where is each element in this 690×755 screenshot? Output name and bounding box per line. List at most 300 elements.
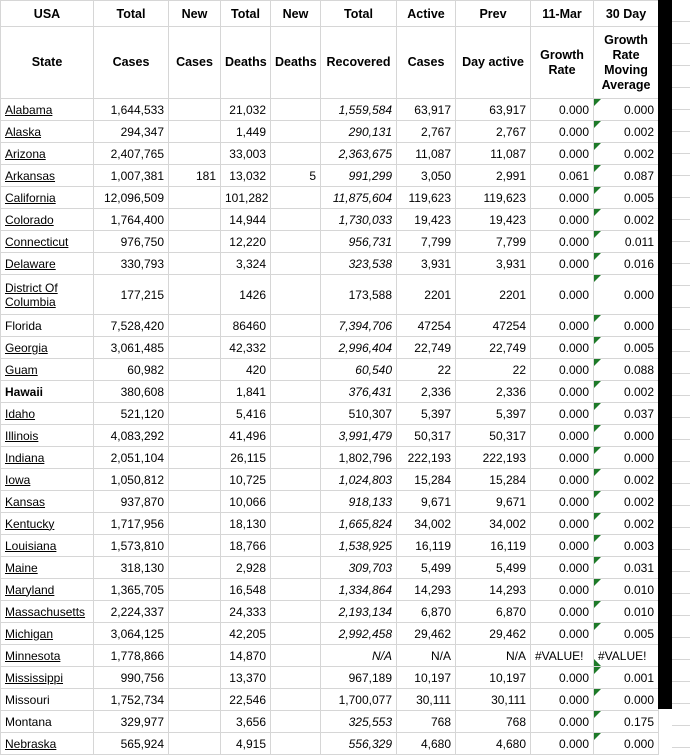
table-row[interactable] [1,121,659,143]
cell-state[interactable] [1,381,94,403]
cell-state[interactable] [1,253,94,275]
cell-total-deaths[interactable]: 33,003 [221,143,271,165]
cell-new-deaths[interactable] [271,143,321,165]
cell-growth-rate[interactable]: 0.000 [531,425,594,447]
cell-growth-rate-ma[interactable]: 0.011 [594,231,659,253]
cell-growth-rate[interactable]: 0.000 [531,315,594,337]
cell-growth-rate[interactable]: 0.000 [531,623,594,645]
cell-prev-day-active[interactable]: 50,317 [456,425,531,447]
cell-recovered[interactable]: 1,334,864 [321,579,397,601]
cell-active-cases[interactable]: 29,462 [397,623,456,645]
cell-total-cases[interactable]: 60,982 [94,359,169,381]
cell-recovered[interactable]: 325,553 [321,711,397,733]
cell-total-deaths[interactable]: 1,449 [221,121,271,143]
cell-new-deaths[interactable] [271,491,321,513]
cell-prev-day-active[interactable]: 4,680 [456,733,531,755]
cell-new-cases[interactable] [169,491,221,513]
cell-new-cases[interactable] [169,253,221,275]
cell-growth-rate[interactable]: 0.000 [531,381,594,403]
cell-growth-rate-ma[interactable]: 0.000 [594,425,659,447]
cell-new-cases[interactable] [169,645,221,667]
cell-total-deaths[interactable]: 3,324 [221,253,271,275]
cell-growth-rate-ma[interactable]: 0.002 [594,469,659,491]
cell-prev-day-active[interactable]: 22,749 [456,337,531,359]
cell-total-cases[interactable]: 1,007,381 [94,165,169,187]
cell-new-deaths[interactable] [271,425,321,447]
cell-active-cases[interactable]: 2,767 [397,121,456,143]
cell-growth-rate-ma[interactable]: 0.002 [594,209,659,231]
cell-total-deaths[interactable]: 4,915 [221,733,271,755]
cell-recovered[interactable]: 2,363,675 [321,143,397,165]
cell-active-cases[interactable]: 5,397 [397,403,456,425]
table-row[interactable] [1,689,659,711]
cell-growth-rate[interactable]: 0.000 [531,187,594,209]
cell-new-deaths[interactable]: 5 [271,165,321,187]
cell-recovered[interactable]: 60,540 [321,359,397,381]
cell-new-deaths[interactable] [271,209,321,231]
cell-total-cases[interactable]: 937,870 [94,491,169,513]
cell-prev-day-active[interactable]: 9,671 [456,491,531,513]
cell-total-deaths[interactable]: 14,944 [221,209,271,231]
cell-new-cases[interactable] [169,121,221,143]
cell-growth-rate-ma[interactable]: 0.005 [594,337,659,359]
cell-recovered[interactable]: 1,802,796 [321,447,397,469]
cell-recovered[interactable]: 1,559,584 [321,99,397,121]
cell-total-cases[interactable]: 1,752,734 [94,689,169,711]
cell-state[interactable] [1,711,94,733]
table-row[interactable] [1,165,659,187]
table-row[interactable] [1,733,659,755]
table-row[interactable] [1,143,659,165]
cell-prev-day-active[interactable]: 16,119 [456,535,531,557]
cell-new-deaths[interactable] [271,623,321,645]
cell-new-deaths[interactable] [271,447,321,469]
cell-active-cases[interactable]: 222,193 [397,447,456,469]
table-row[interactable] [1,491,659,513]
cell-total-deaths[interactable]: 18,130 [221,513,271,535]
cell-state[interactable] [1,315,94,337]
cell-new-cases[interactable] [169,209,221,231]
cell-active-cases[interactable]: 3,931 [397,253,456,275]
cell-recovered[interactable]: 1,700,077 [321,689,397,711]
cell-active-cases[interactable]: 2,336 [397,381,456,403]
cell-growth-rate[interactable]: 0.000 [531,275,594,315]
cell-new-cases[interactable] [169,425,221,447]
cell-growth-rate[interactable]: 0.000 [531,121,594,143]
cell-prev-day-active[interactable]: 11,087 [456,143,531,165]
cell-state[interactable] [1,425,94,447]
cell-new-cases[interactable] [169,143,221,165]
cell-total-deaths[interactable]: 21,032 [221,99,271,121]
cell-total-cases[interactable]: 294,347 [94,121,169,143]
cell-total-deaths[interactable]: 1426 [221,275,271,315]
cell-active-cases[interactable]: 16,119 [397,535,456,557]
cell-growth-rate[interactable]: 0.000 [531,667,594,689]
cell-recovered[interactable]: 7,394,706 [321,315,397,337]
cell-new-deaths[interactable] [271,689,321,711]
cell-growth-rate-ma[interactable]: 0.000 [594,275,659,315]
cell-total-cases[interactable]: 1,365,705 [94,579,169,601]
cell-active-cases[interactable]: 6,870 [397,601,456,623]
table-row[interactable] [1,645,659,667]
cell-active-cases[interactable]: 34,002 [397,513,456,535]
cell-new-deaths[interactable] [271,513,321,535]
cell-new-deaths[interactable] [271,187,321,209]
cell-total-deaths[interactable]: 42,205 [221,623,271,645]
cell-total-cases[interactable]: 380,608 [94,381,169,403]
cell-total-deaths[interactable]: 86460 [221,315,271,337]
cell-prev-day-active[interactable]: 2,336 [456,381,531,403]
cell-active-cases[interactable]: 50,317 [397,425,456,447]
cell-growth-rate-ma[interactable]: 0.002 [594,513,659,535]
cell-growth-rate-ma[interactable]: 0.005 [594,187,659,209]
cell-prev-day-active[interactable]: 3,931 [456,253,531,275]
cell-total-deaths[interactable]: 18,766 [221,535,271,557]
cell-new-deaths[interactable] [271,469,321,491]
cell-new-cases[interactable] [169,667,221,689]
cell-recovered[interactable]: 2,992,458 [321,623,397,645]
cell-recovered[interactable]: 967,189 [321,667,397,689]
cell-state[interactable] [1,165,94,187]
table-row[interactable] [1,209,659,231]
cell-growth-rate-ma[interactable]: 0.010 [594,601,659,623]
table-row[interactable] [1,253,659,275]
cell-prev-day-active[interactable]: 14,293 [456,579,531,601]
table-row[interactable] [1,557,659,579]
cell-new-deaths[interactable] [271,535,321,557]
cell-recovered[interactable]: N/A [321,645,397,667]
cell-new-cases[interactable] [169,623,221,645]
cell-new-cases[interactable]: 181 [169,165,221,187]
cell-active-cases[interactable]: 10,197 [397,667,456,689]
cell-state[interactable] [1,187,94,209]
cell-state[interactable] [1,209,94,231]
cell-total-deaths[interactable]: 14,870 [221,645,271,667]
cell-prev-day-active[interactable]: 2,767 [456,121,531,143]
cell-active-cases[interactable]: 15,284 [397,469,456,491]
cell-total-deaths[interactable]: 22,546 [221,689,271,711]
cell-total-cases[interactable]: 976,750 [94,231,169,253]
table-row[interactable] [1,579,659,601]
cell-new-cases[interactable] [169,601,221,623]
cell-new-cases[interactable] [169,535,221,557]
cell-state[interactable] [1,469,94,491]
cell-total-cases[interactable]: 329,977 [94,711,169,733]
cell-state[interactable] [1,121,94,143]
cell-recovered[interactable]: 323,538 [321,253,397,275]
cell-new-deaths[interactable] [271,381,321,403]
cell-state[interactable] [1,143,94,165]
cell-total-deaths[interactable]: 420 [221,359,271,381]
cell-recovered[interactable]: 309,703 [321,557,397,579]
table-row[interactable] [1,337,659,359]
cell-state[interactable] [1,359,94,381]
cell-total-deaths[interactable]: 26,115 [221,447,271,469]
cell-active-cases[interactable]: 22,749 [397,337,456,359]
cell-growth-rate-ma[interactable]: 0.000 [594,689,659,711]
cell-new-cases[interactable] [169,187,221,209]
table-row[interactable] [1,231,659,253]
table-row[interactable] [1,381,659,403]
cell-active-cases[interactable]: 30,111 [397,689,456,711]
table-row[interactable] [1,513,659,535]
cell-growth-rate[interactable]: 0.000 [531,359,594,381]
table-row[interactable] [1,535,659,557]
cell-growth-rate[interactable]: 0.000 [531,469,594,491]
cell-total-cases[interactable]: 1,764,400 [94,209,169,231]
cell-recovered[interactable]: 510,307 [321,403,397,425]
cell-growth-rate-ma[interactable]: 0.000 [594,447,659,469]
cell-recovered[interactable]: 956,731 [321,231,397,253]
cell-new-deaths[interactable] [271,711,321,733]
cell-new-cases[interactable] [169,403,221,425]
cell-new-cases[interactable] [169,689,221,711]
cell-total-cases[interactable]: 3,064,125 [94,623,169,645]
table-row[interactable] [1,275,659,315]
cell-new-cases[interactable] [169,99,221,121]
cell-total-deaths[interactable]: 16,548 [221,579,271,601]
cell-total-deaths[interactable]: 13,370 [221,667,271,689]
cell-total-cases[interactable]: 2,407,765 [94,143,169,165]
cell-prev-day-active[interactable]: 29,462 [456,623,531,645]
table-row[interactable] [1,359,659,381]
cell-active-cases[interactable]: 5,499 [397,557,456,579]
cell-prev-day-active[interactable]: 2,991 [456,165,531,187]
cell-total-deaths[interactable]: 10,066 [221,491,271,513]
cell-total-cases[interactable]: 330,793 [94,253,169,275]
cell-active-cases[interactable]: 768 [397,711,456,733]
cell-new-cases[interactable] [169,513,221,535]
cell-new-deaths[interactable] [271,403,321,425]
cell-total-cases[interactable]: 521,120 [94,403,169,425]
cell-new-cases[interactable] [169,733,221,755]
cell-state[interactable] [1,623,94,645]
cell-growth-rate-ma[interactable]: 0.002 [594,491,659,513]
cell-state[interactable] [1,579,94,601]
cell-active-cases[interactable]: 47254 [397,315,456,337]
cell-total-cases[interactable]: 990,756 [94,667,169,689]
cell-growth-rate-ma[interactable]: 0.002 [594,381,659,403]
table-row[interactable] [1,469,659,491]
cell-new-cases[interactable] [169,711,221,733]
cell-active-cases[interactable]: 119,623 [397,187,456,209]
cell-recovered[interactable]: 173,588 [321,275,397,315]
cell-prev-day-active[interactable]: 22 [456,359,531,381]
cell-growth-rate-ma[interactable]: 0.175 [594,711,659,733]
cell-total-deaths[interactable]: 13,032 [221,165,271,187]
cell-growth-rate-ma[interactable]: 0.002 [594,121,659,143]
cell-recovered[interactable]: 1,665,824 [321,513,397,535]
cell-total-cases[interactable]: 1,573,810 [94,535,169,557]
cell-total-deaths[interactable]: 42,332 [221,337,271,359]
cell-growth-rate-ma[interactable]: #VALUE! [594,645,659,667]
cell-total-cases[interactable]: 2,051,104 [94,447,169,469]
cell-recovered[interactable]: 2,996,404 [321,337,397,359]
cell-growth-rate[interactable]: 0.000 [531,337,594,359]
cell-growth-rate[interactable]: 0.000 [531,733,594,755]
cell-active-cases[interactable]: 11,087 [397,143,456,165]
cell-new-deaths[interactable] [271,359,321,381]
cell-active-cases[interactable]: 2201 [397,275,456,315]
cell-prev-day-active[interactable]: 19,423 [456,209,531,231]
cell-new-cases[interactable] [169,275,221,315]
cell-new-cases[interactable] [169,579,221,601]
cell-total-deaths[interactable]: 12,220 [221,231,271,253]
cell-active-cases[interactable]: 19,423 [397,209,456,231]
cell-growth-rate[interactable]: 0.000 [531,447,594,469]
cell-total-cases[interactable]: 1,644,533 [94,99,169,121]
cell-new-cases[interactable] [169,315,221,337]
cell-prev-day-active[interactable]: 15,284 [456,469,531,491]
cell-new-cases[interactable] [169,337,221,359]
cell-growth-rate[interactable]: 0.000 [531,557,594,579]
cell-total-cases[interactable]: 1,717,956 [94,513,169,535]
cell-prev-day-active[interactable]: N/A [456,645,531,667]
cell-new-cases[interactable] [169,447,221,469]
cell-recovered[interactable]: 11,875,604 [321,187,397,209]
cell-state[interactable] [1,99,94,121]
cell-growth-rate[interactable]: 0.000 [531,535,594,557]
cell-total-deaths[interactable]: 5,416 [221,403,271,425]
cell-new-deaths[interactable] [271,645,321,667]
cell-recovered[interactable]: 2,193,134 [321,601,397,623]
cell-active-cases[interactable]: 7,799 [397,231,456,253]
table-row[interactable] [1,425,659,447]
cell-total-cases[interactable]: 1,778,866 [94,645,169,667]
cell-state[interactable] [1,535,94,557]
cell-growth-rate[interactable]: 0.000 [531,143,594,165]
cell-prev-day-active[interactable]: 119,623 [456,187,531,209]
table-row[interactable] [1,99,659,121]
cell-prev-day-active[interactable]: 222,193 [456,447,531,469]
vertical-scrollbar[interactable] [658,0,672,709]
cell-growth-rate-ma[interactable]: 0.031 [594,557,659,579]
cell-growth-rate-ma[interactable]: 0.002 [594,143,659,165]
cell-growth-rate-ma[interactable]: 0.000 [594,99,659,121]
cell-active-cases[interactable]: 22 [397,359,456,381]
cell-growth-rate-ma[interactable]: 0.037 [594,403,659,425]
cell-new-deaths[interactable] [271,99,321,121]
cell-state[interactable] [1,337,94,359]
cell-new-deaths[interactable] [271,667,321,689]
cell-state[interactable] [1,447,94,469]
cell-recovered[interactable]: 376,431 [321,381,397,403]
table-row[interactable] [1,315,659,337]
cell-prev-day-active[interactable]: 30,111 [456,689,531,711]
cell-state[interactable] [1,601,94,623]
cell-total-deaths[interactable]: 1,841 [221,381,271,403]
cell-total-deaths[interactable]: 10,725 [221,469,271,491]
cell-recovered[interactable]: 290,131 [321,121,397,143]
cell-growth-rate[interactable]: 0.000 [531,403,594,425]
cell-growth-rate-ma[interactable]: 0.087 [594,165,659,187]
cell-new-deaths[interactable] [271,253,321,275]
cell-state[interactable] [1,645,94,667]
cell-state[interactable] [1,557,94,579]
cell-growth-rate[interactable]: 0.000 [531,513,594,535]
cell-total-cases[interactable]: 565,924 [94,733,169,755]
cell-new-deaths[interactable] [271,337,321,359]
cell-total-cases[interactable]: 3,061,485 [94,337,169,359]
cell-prev-day-active[interactable]: 47254 [456,315,531,337]
table-row[interactable] [1,403,659,425]
cell-growth-rate[interactable]: 0.000 [531,689,594,711]
cell-new-deaths[interactable] [271,121,321,143]
cell-growth-rate[interactable]: 0.061 [531,165,594,187]
table-row[interactable] [1,601,659,623]
cell-total-cases[interactable]: 4,083,292 [94,425,169,447]
cell-total-deaths[interactable]: 41,496 [221,425,271,447]
cell-growth-rate[interactable]: 0.000 [531,579,594,601]
cell-recovered[interactable]: 1,538,925 [321,535,397,557]
cell-recovered[interactable]: 3,991,479 [321,425,397,447]
cell-active-cases[interactable]: 4,680 [397,733,456,755]
cell-growth-rate[interactable]: 0.000 [531,711,594,733]
cell-new-cases[interactable] [169,381,221,403]
cell-growth-rate-ma[interactable]: 0.010 [594,579,659,601]
cell-prev-day-active[interactable]: 63,917 [456,99,531,121]
cell-active-cases[interactable]: 3,050 [397,165,456,187]
cell-recovered[interactable]: 1,730,033 [321,209,397,231]
cell-prev-day-active[interactable]: 7,799 [456,231,531,253]
table-row[interactable] [1,667,659,689]
cell-growth-rate[interactable]: 0.000 [531,209,594,231]
cell-new-cases[interactable] [169,557,221,579]
cell-active-cases[interactable]: 63,917 [397,99,456,121]
cell-growth-rate-ma[interactable]: 0.000 [594,315,659,337]
table-row[interactable] [1,623,659,645]
cell-total-cases[interactable]: 318,130 [94,557,169,579]
cell-growth-rate[interactable]: 0.000 [531,601,594,623]
cell-growth-rate[interactable]: 0.000 [531,253,594,275]
cell-growth-rate-ma[interactable]: 0.001 [594,667,659,689]
cell-new-deaths[interactable] [271,275,321,315]
cell-state[interactable] [1,513,94,535]
cell-state[interactable] [1,491,94,513]
cell-total-deaths[interactable]: 101,282 [221,187,271,209]
cell-state[interactable] [1,733,94,755]
cell-new-deaths[interactable] [271,231,321,253]
cell-state[interactable] [1,403,94,425]
cell-new-cases[interactable] [169,469,221,491]
cell-growth-rate[interactable]: 0.000 [531,99,594,121]
cell-active-cases[interactable]: 14,293 [397,579,456,601]
cell-prev-day-active[interactable]: 5,499 [456,557,531,579]
cell-new-deaths[interactable] [271,557,321,579]
cell-total-deaths[interactable]: 3,656 [221,711,271,733]
table-row[interactable] [1,447,659,469]
cell-growth-rate-ma[interactable]: 0.016 [594,253,659,275]
cell-prev-day-active[interactable]: 2201 [456,275,531,315]
cell-growth-rate-ma[interactable]: 0.003 [594,535,659,557]
cell-growth-rate[interactable]: #VALUE! [531,645,594,667]
cell-new-cases[interactable] [169,359,221,381]
cell-new-deaths[interactable] [271,315,321,337]
cell-growth-rate[interactable]: 0.000 [531,491,594,513]
cell-prev-day-active[interactable]: 10,197 [456,667,531,689]
cell-recovered[interactable]: 991,299 [321,165,397,187]
cell-state[interactable] [1,231,94,253]
table-row[interactable] [1,187,659,209]
cell-total-deaths[interactable]: 2,928 [221,557,271,579]
cell-new-deaths[interactable] [271,601,321,623]
cell-total-deaths[interactable]: 24,333 [221,601,271,623]
cell-prev-day-active[interactable]: 34,002 [456,513,531,535]
cell-state[interactable] [1,275,94,315]
cell-total-cases[interactable]: 2,224,337 [94,601,169,623]
cell-total-cases[interactable]: 12,096,509 [94,187,169,209]
cell-total-cases[interactable]: 1,050,812 [94,469,169,491]
